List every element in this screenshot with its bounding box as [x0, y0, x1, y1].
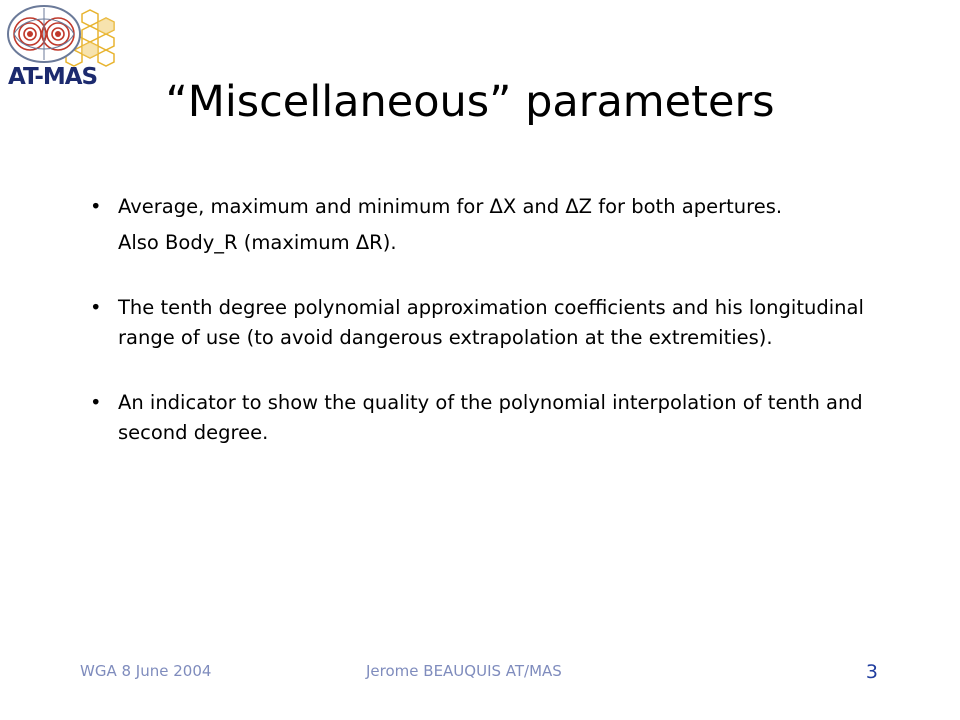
logo-wordmark: AT-MAS [8, 64, 98, 90]
footer-date: WGA 8 June 2004 [80, 662, 212, 680]
atmas-logo-graphic [4, 4, 128, 68]
bullet-list [90, 192, 900, 483]
bullet-item [90, 388, 900, 448]
bullet-text: Average, maximum and minimum for ΔX and ΔZ for both apertures. [118, 195, 783, 218]
bullet-text: The tenth degree polynomial approximation coefficients and his longitudinal range of use (to avoid dangerous extrapolation at the extremities). [118, 296, 864, 349]
bullet-item [90, 192, 900, 258]
bullet-marker: • [90, 296, 102, 319]
bullet-marker: • [90, 195, 102, 218]
footer-author: Jerome BEAUQUIS AT/MAS [366, 662, 562, 680]
bullet-marker: • [90, 391, 102, 414]
bullet-text: An indicator to show the quality of the polynomial interpolation of tenth and second degree. [118, 391, 863, 444]
bullet-item [90, 293, 900, 353]
slide-title: “Miscellaneous” parameters [165, 77, 775, 127]
page-number: 3 [865, 661, 878, 683]
bullet-continuation: Also Body_R (maximum ΔR). [118, 231, 397, 254]
